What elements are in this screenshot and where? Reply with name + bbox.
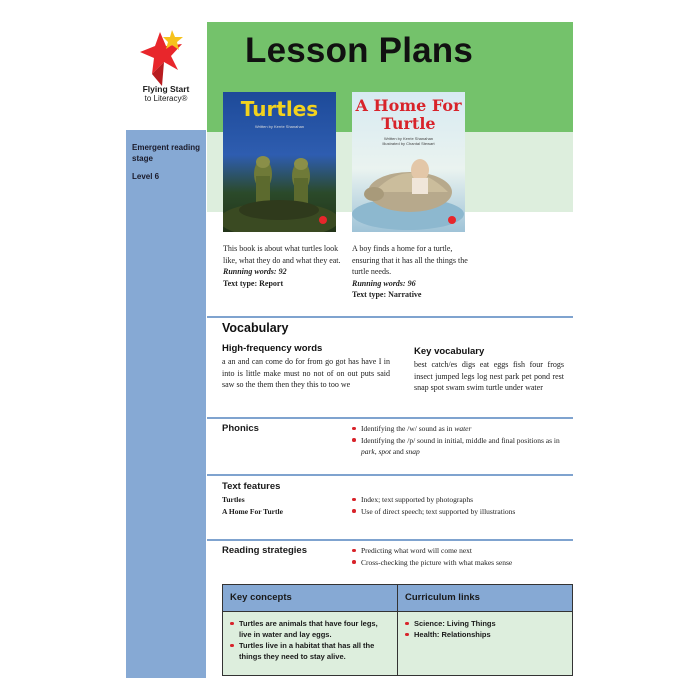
list-item: Index; text supported by photographs (352, 494, 572, 506)
example-word: spot (378, 447, 392, 456)
brand-title: Flying Start (142, 84, 190, 94)
cover-author-home-for-turtle: Written by Kerrie Shanahan (383, 136, 434, 141)
list-item: Identifying the /p/ sound in initial, middle and final positions as in park, spot and snap (352, 435, 572, 458)
book-cover-home-for-turtle (352, 92, 465, 232)
star-logo-icon (138, 30, 190, 88)
page-title: Lesson Plans (245, 31, 474, 70)
description-text: A boy finds a home for a turtle, ensuring that it has all the things the turtle needs. (352, 244, 468, 277)
section-divider (207, 539, 573, 541)
cover-title-home-for-turtle: A Home For Turtle (355, 96, 462, 133)
book-name: A Home For Turtle (222, 507, 283, 516)
phonics-list (352, 423, 572, 458)
curriculum-links-header: Curriculum links (398, 585, 572, 611)
section-divider (207, 417, 573, 419)
example-word: park (361, 447, 375, 456)
brand-name (126, 84, 206, 104)
concepts-links-table (222, 584, 573, 676)
description-text: This book is about what turtles look like, what they do and what they eat. (223, 244, 341, 265)
running-words: Running words: 96 (352, 278, 416, 288)
curriculum-links-list (398, 612, 572, 640)
curriculum-links-cell (398, 611, 572, 675)
list-item (352, 423, 572, 435)
vocabulary-heading: Vocabulary (222, 321, 289, 335)
section-divider (207, 316, 573, 318)
text-type: Text type: Narrative (352, 290, 422, 300)
cover-title-turtles: Turtles (240, 97, 319, 121)
list-item: Science: Living Things (405, 618, 566, 629)
example-word: snap (405, 447, 420, 456)
list-item: Predicting what word will come next (352, 545, 572, 557)
key-concepts-header: Key concepts (223, 585, 398, 611)
text-features-books (222, 494, 283, 518)
book-description-turtles (223, 243, 341, 289)
key-vocabulary-heading: Key vocabulary (414, 346, 485, 357)
cover-illustrator-home-for-turtle: Illustrated by Chantal Stewart (382, 141, 435, 146)
list-item: Use of direct speech; text supported by illustrations (352, 506, 572, 518)
brand-tagline: to Literacy® (144, 94, 188, 103)
phonics-heading: Phonics (222, 423, 259, 434)
text-features-heading: Text features (222, 481, 281, 492)
running-words: Running words: 92 (223, 267, 287, 277)
example-word: water (454, 424, 472, 433)
list-item: Health: Relationships (405, 629, 566, 640)
book-cover-turtles (223, 92, 336, 232)
reading-strategies-list (352, 545, 572, 568)
key-vocabulary-words: best catch/es digs eat eggs fish four frogs insect jumped legs log nest park pet pond rest snap spot swam swim turtle under water (414, 360, 564, 393)
cover-credits-home-for-turtle (352, 136, 465, 146)
section-divider (207, 474, 573, 476)
key-concepts-list (223, 612, 397, 662)
level-label: Level 6 (132, 172, 160, 181)
conjunction: and (391, 447, 406, 456)
book-description-home-for-turtle (352, 243, 470, 301)
text-features-list (352, 494, 572, 517)
cover-author-turtles: Written by Kerrie Shanahan (254, 124, 305, 129)
high-frequency-heading: High-frequency words (222, 343, 323, 354)
phonics-text: Identifying the /p/ sound in initial, middle and final positions as in (361, 435, 560, 445)
high-frequency-words: a an and can come do for from go got has have I in into is little make must no not of on out puts said saw so the them then they this to too we (222, 357, 390, 390)
list-item: Cross-checking the picture with what makes sense (352, 557, 572, 569)
reading-stage-label: Emergent reading stage (132, 143, 201, 163)
list-item: Turtles live in a habitat that has all the things they need to stay alive. (230, 640, 391, 662)
key-concepts-cell (223, 611, 398, 675)
reading-strategies-heading: Reading strategies (222, 545, 307, 556)
sidebar (126, 130, 206, 678)
book-name: Turtles (222, 495, 245, 504)
phonics-text: Identifying the /w/ sound as in (361, 424, 455, 433)
list-item: Turtles are animals that have four legs, live in water and lay eggs. (230, 618, 391, 640)
text-type: Text type: Report (223, 278, 284, 288)
